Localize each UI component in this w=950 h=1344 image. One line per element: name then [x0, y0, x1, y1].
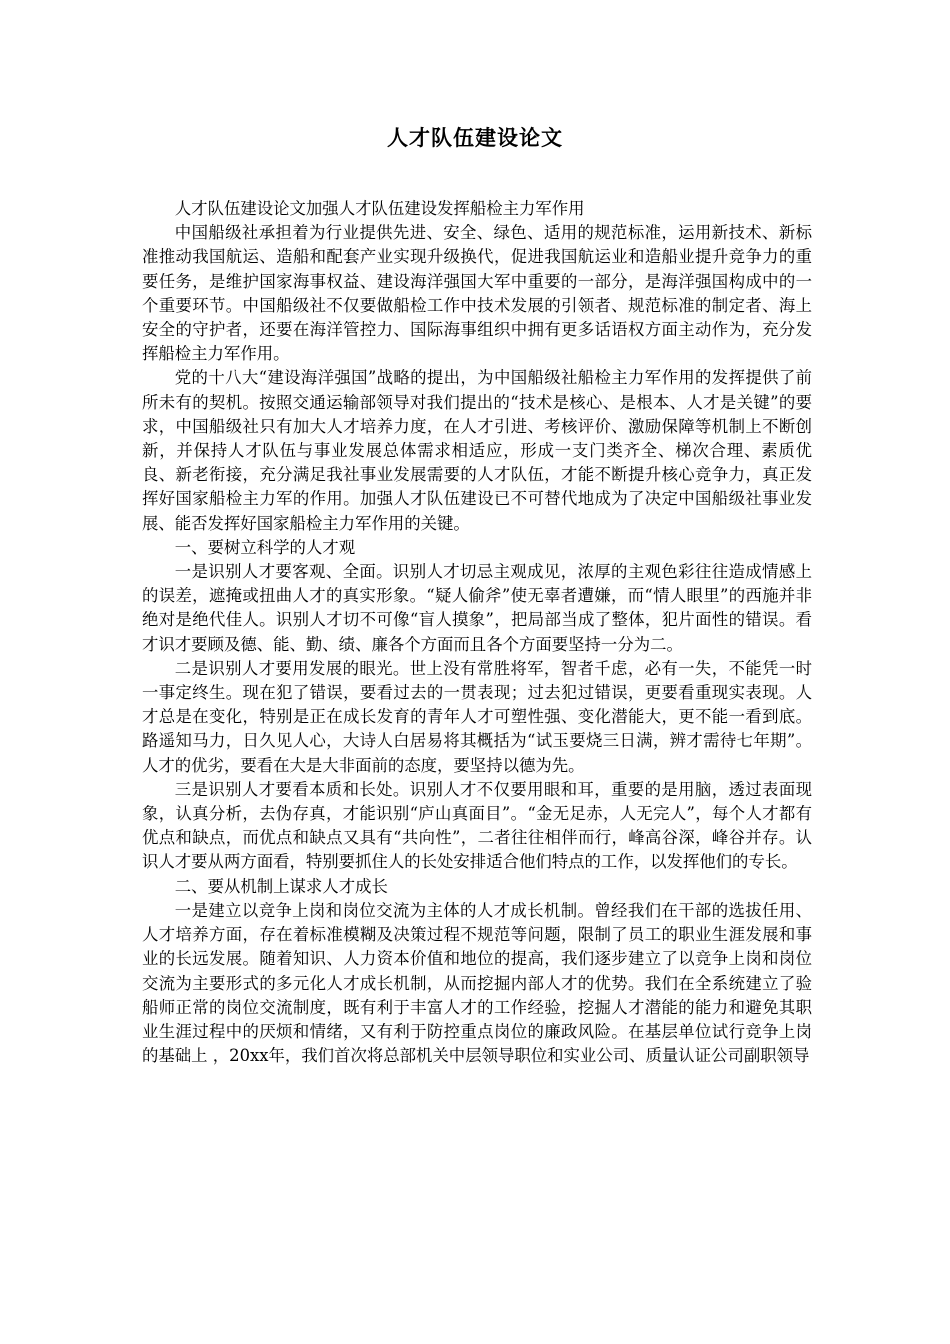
- document-title: 人才队伍建设论文: [387, 125, 563, 150]
- paragraph-subtitle: 人才队伍建设论文加强人才队伍建设发挥船检主力军作用: [174, 199, 585, 218]
- section-heading-2: 二、要从机制上谋求人才成长: [174, 876, 388, 896]
- paragraph-point-1-1: 一是识别人才要客观、全面。识别人才切忌主观成见，浓厚的主观色彩往往造成情感上的误差，遮掩或扭曲人才的真实形象。“疑人偷斧”使无辜者遭嫌，而“情人眼里”的西施并非绝对是绝代佳人。识别人才切不可像“盲人摸象”，把局部当成了整体，犯片面性的错误。看才识才要顾及德、能、勤、绩、廉各个方面而且各个方面要坚持一分为二。: [142, 562, 812, 654]
- paragraph-point-2-1: 一是建立以竞争上岗和岗位交流为主体的人才成长机制。曾经我们在干部的选拔任用、人才培养方面，存在着标准模糊及决策过程不规范等问题，限制了员工的职业生涯发展和事业的长远发展。随着知识、人力资本价值和地位的提高，我们逐步建立了以竞争上岗和岗位交流为主要形式的多元化人才成长机制，从而挖掘内部人才的优势。我们在全系统建立了验船师正常的岗位交流制度，既有利于丰富人才的工作经验，挖掘人才潜能的能力和避免其职业生涯过程中的厌烦和情绪，又有利于防控重点岗位的廉政风险。在基层单位试行竞争上岗的基础上 ，20xx年，我们首次将总部机关中层领导职位和实业公司、质量认证公司副职领导: [142, 900, 812, 1066]
- paragraph-point-1-2: 二是识别人才要用发展的眼光。世上没有常胜将军，智者千虑，必有一失，不能凭一时一事定终生。现在犯了错误，要看过去的一贯表现；过去犯过错误，更要看重现实表现。人才总是在变化，特别是正在成长发育的青年人才可塑性强、变化潜能大，更不能一看到底。路遥知马力，日久见人心，大诗人白居易将其概括为“试玉要烧三日满，辨才需待七年期”。人才的优劣，要看在大是大非面前的态度，要坚持以德为先。: [142, 658, 812, 775]
- paragraph-context: 党的十八大“建设海洋强国”战略的提出，为中国船级社船检主力军作用的发挥提供了前所未有的契机。按照交通运输部领导对我们提出的“技术是核心、是根本、人才是关键”的要求，中国船级社只有加大人才培养力度，在人才引进、考核评价、激励保障等机制上不断创新，并保持人才队伍与事业发展总体需求相适应，形成一支门类齐全、梯次合理、素质优良、新老衔接，充分满足我社事业发展需要的人才队伍，才能不断提升核心竞争力，真正发挥好国家船检主力军的作用。加强人才队伍建设已不可替代地成为了决定中国船级社事业发展、能否发挥好国家船检主力军作用的关键。: [142, 368, 812, 533]
- paragraph-point-1-3: 三是识别人才要看本质和长处。识别人才不仅要用眼和耳，重要的是用脑，透过表面现象，认真分析，去伪存真，才能识别“庐山真面目”。“金无足赤，人无完人”，每个人才都有优点和缺点，而优点和缺点又具有“共向性”，二者往往相伴而行，峰高谷深，峰谷并存。认识人才要从两方面看，特别要抓住人的长处安排适合他们特点的工作，以发挥他们的专长。: [142, 779, 812, 872]
- document-body: [142, 197, 812, 1068]
- paragraph-intro: 中国船级社承担着为行业提供先进、安全、绿色、适用的规范标准，运用新技术、新标准推动我国航运、造船和配套产业实现升级换代，促进我国航运业和造船业提升竞争力的重要任务，是维护国家海事权益、建设海洋强国大军中重要的一部分，是海洋强国构成中的一个重要环节。中国船级社不仅要做船检工作中技术发展的引领者、规范标准的制定者、海上安全的守护者，还要在海洋管控力、国际海事组织中拥有更多话语权方面主动作为，充分发挥船检主力军作用。: [142, 223, 812, 364]
- section-heading-1: 一、要树立科学的人才观: [174, 537, 356, 557]
